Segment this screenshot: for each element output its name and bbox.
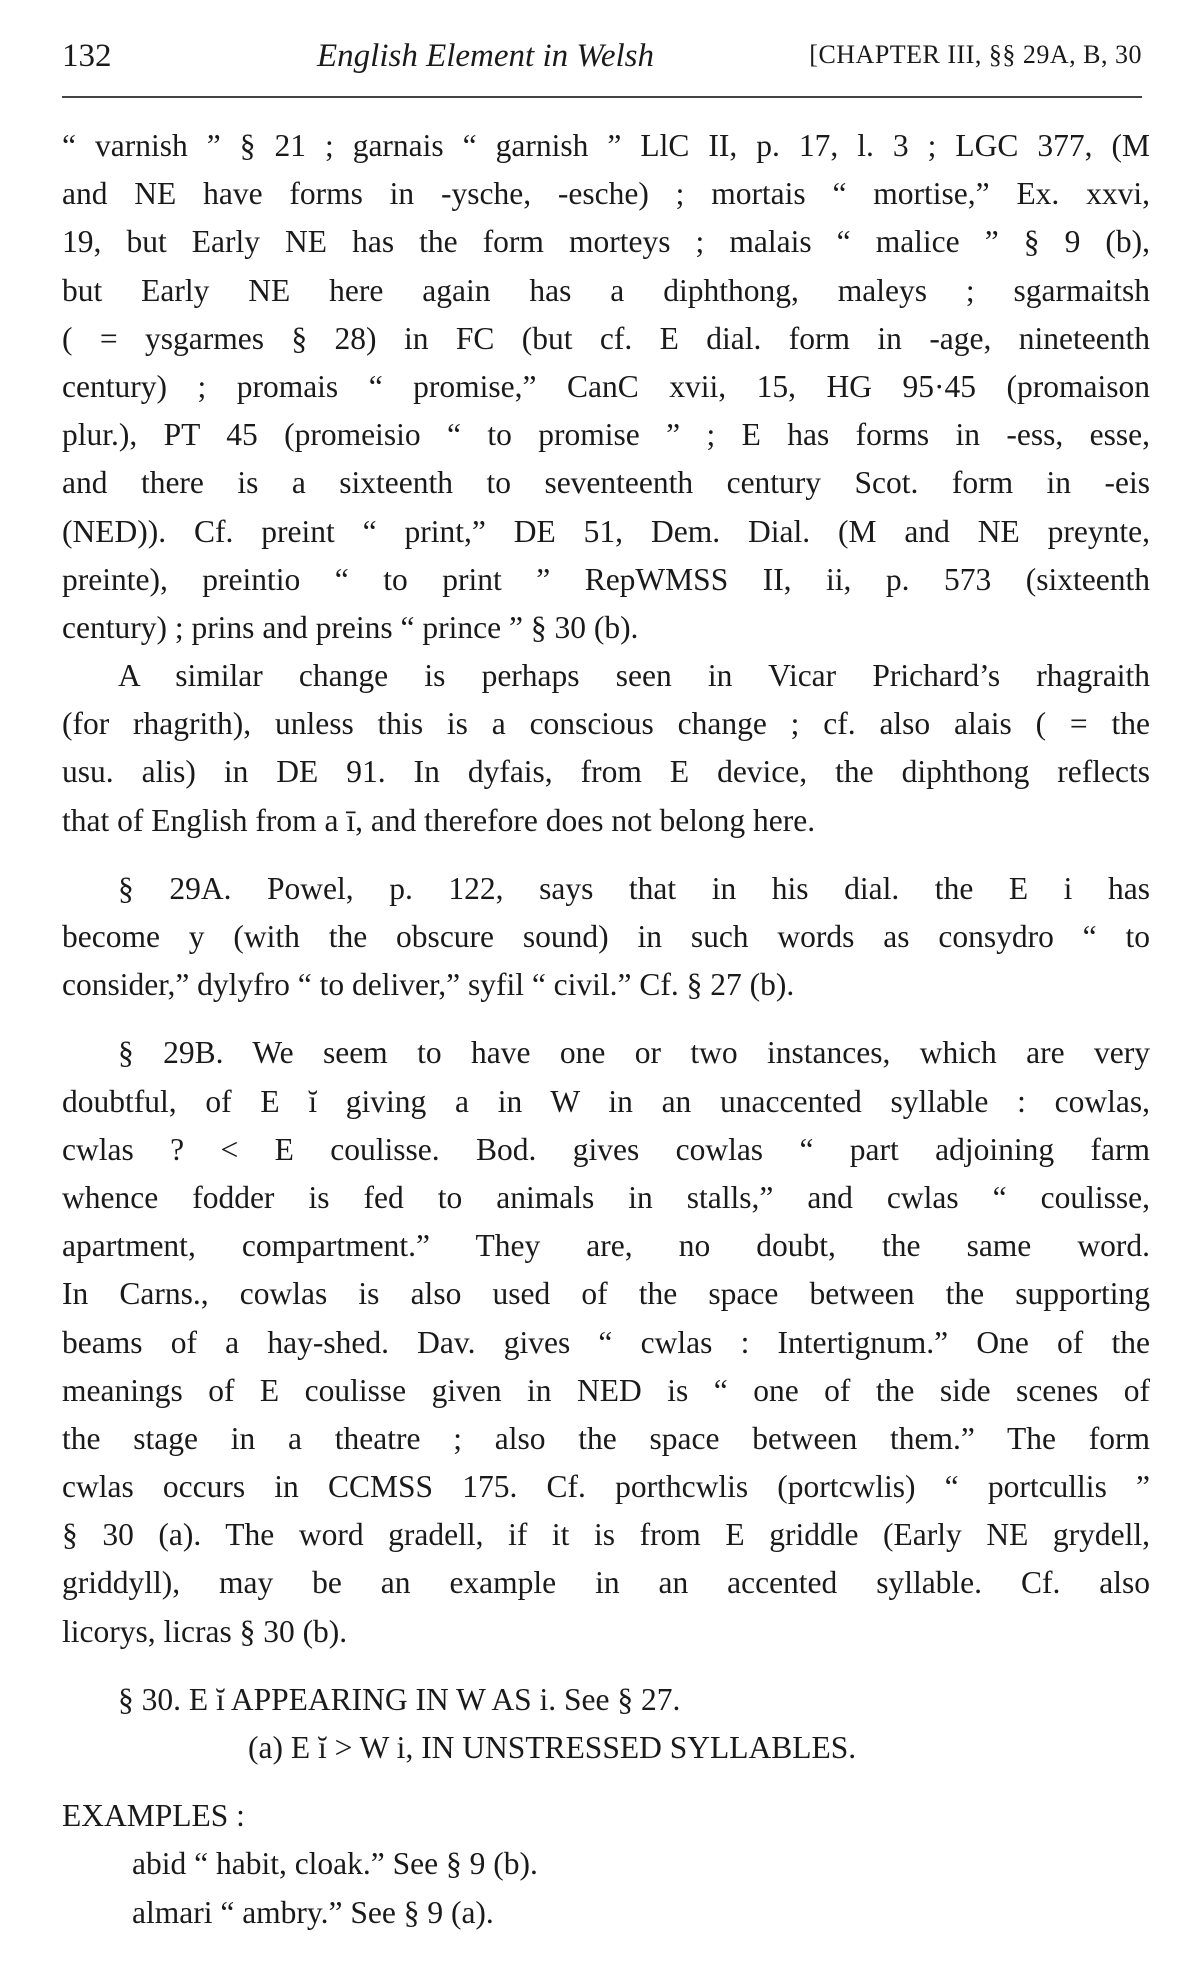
section-30 xyxy=(62,1676,1150,1772)
text-line: ( = ysgarmes § 28) in FC (but cf. E dial. form in -age, nineteenth xyxy=(62,320,1150,356)
text-line: meanings of E coulisse given in NED is “ one of the side scenes of xyxy=(62,1372,1150,1408)
text-line: and there is a sixteenth to seventeenth century Scot. form in -eis xyxy=(62,465,1150,501)
paragraph-continued xyxy=(62,122,1150,652)
text-line: plur.), PT 45 (promeisio “ to promise ” ; E has forms in -ess, esse, xyxy=(62,417,1150,453)
running-header xyxy=(62,38,1142,84)
text-line: 19, but Early NE has the form morteys ; malais “ malice ” § 9 (b), xyxy=(62,224,1150,260)
text-line: § 29A. Powel, p. 122, says that in his dial. the E i has xyxy=(118,870,1150,906)
running-title: English Element in Welsh xyxy=(317,38,654,74)
text-line: A similar change is perhaps seen in Vicar Prichard’s rhagraith xyxy=(118,658,1150,694)
text-line: cwlas occurs in CCMSS 175. Cf. porthcwlis (portcwlis) “ portcullis ” xyxy=(62,1469,1150,1505)
text-line: whence fodder is fed to animals in stalls,” and cwlas “ coulisse, xyxy=(62,1179,1150,1215)
text-line: century) ; prins and preins “ prince ” § 30 (b). xyxy=(62,609,639,645)
text-line: become y (with the obscure sound) in such words as consydro “ to xyxy=(62,919,1150,954)
text-line: § 30 (a). The word gradell, if it is from E griddle (Early NE grydell, xyxy=(62,1517,1150,1553)
examples-block xyxy=(62,1792,1150,1937)
text-line: but Early NE here again has a diphthong, maleys ; sgarmaitsh xyxy=(62,272,1150,308)
example-item: almari “ ambry.” See § 9 (a). xyxy=(132,1894,494,1930)
text-line: preinte), preintio “ to print ” RepWMSS II, ii, p. 573 (sixteenth xyxy=(62,561,1150,597)
page-number: 132 xyxy=(62,38,112,74)
section-29b xyxy=(62,1029,1150,1655)
example-item: abid “ habit, cloak.” See § 9 (b). xyxy=(132,1846,538,1882)
text-line: § 29B. We seem to have one or two instances, which are very xyxy=(118,1035,1150,1071)
text-line: and NE have forms in -ysche, -esche) ; mortais “ mortise,” Ex. xxvi, xyxy=(62,176,1150,212)
text-line: (NED)). Cf. preint “ print,” DE 51, Dem. Dial. (M and NE preynte, xyxy=(62,513,1150,549)
text-line: beams of a hay-shed. Dav. gives “ cwlas : Intertignum.” One of the xyxy=(62,1324,1150,1360)
header-rule xyxy=(62,96,1142,98)
text-line: “ varnish ” § 21 ; garnais “ garnish ” LlC II, p. 17, l. 3 ; LGC 377, (M xyxy=(62,128,1150,163)
text-line: licorys, licras § 30 (b). xyxy=(62,1613,348,1649)
text-line: century) ; promais “ promise,” CanC xvii, 15, HG 95·45 (promaison xyxy=(62,368,1150,404)
section-29a xyxy=(62,865,1150,1010)
text-line: the stage in a theatre ; also the space between them.” The form xyxy=(62,1420,1150,1456)
page-body xyxy=(62,122,1150,1937)
text-line: that of English from a ī, and therefore does not belong here. xyxy=(62,802,816,838)
examples-heading: EXAMPLES : xyxy=(62,1798,245,1834)
text-line: (for rhagrith), unless this is a conscious change ; cf. also alais ( = the xyxy=(62,706,1150,742)
text-line: apartment, compartment.” They are, no doubt, the same word. xyxy=(62,1228,1150,1264)
chapter-reference: [CHAPTER III, §§ 29A, B, 30 xyxy=(809,40,1142,69)
text-line: doubtful, of E ĭ giving a in W in an unaccented syllable : cowlas, xyxy=(62,1083,1150,1119)
text-line: cwlas ? < E coulisse. Bod. gives cowlas “ part adjoining farm xyxy=(62,1131,1150,1167)
text-line: In Carns., cowlas is also used of the space between the supporting xyxy=(62,1276,1150,1312)
text-line: consider,” dylyfro “ to deliver,” syfil “ civil.” Cf. § 27 (b). xyxy=(62,967,795,1003)
text-line: usu. alis) in DE 91. In dyfais, from E device, the diphthong reflects xyxy=(62,754,1150,790)
paragraph-prichard xyxy=(62,652,1150,845)
section-heading: § 30. E ĭ APPEARING IN W AS i. See § 27. xyxy=(118,1681,681,1717)
text-line: griddyll), may be an example in an accented syllable. Cf. also xyxy=(62,1565,1150,1601)
subsection-heading: (a) E ĭ > W i, IN UNSTRESSED SYLLABLES. xyxy=(248,1730,857,1765)
